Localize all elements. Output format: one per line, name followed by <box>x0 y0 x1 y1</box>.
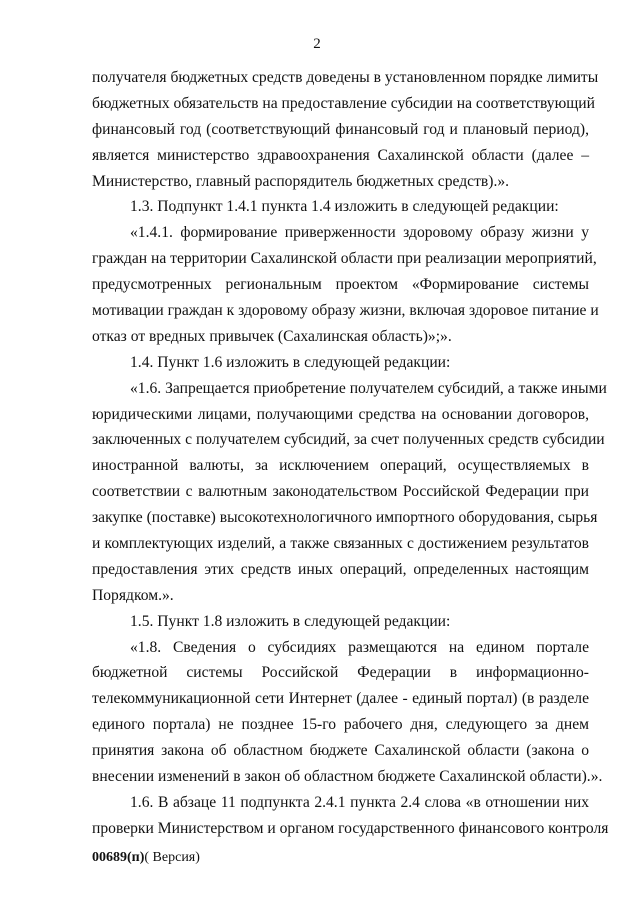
text-line: мотивации граждан к здоровому образу жизни, включая здоровое питание и <box>92 302 599 320</box>
text-line: является министерство здравоохранения Сахалинской области (далее – <box>92 146 589 164</box>
document-code: 00689(п) <box>92 850 145 865</box>
text-line: 1.3. Подпункт 1.4.1 пункта 1.4 изложить в следующей редакции: <box>130 198 559 216</box>
text-line: финансовый год (соответствующий финансовый год и плановый период), <box>92 120 589 138</box>
text-line: проверки Министерством и органом государственного финансового контроля <box>92 819 609 837</box>
text-line: «1.4.1. формирование приверженности здоровому образу жизни у <box>130 224 589 242</box>
paragraph <box>92 350 589 376</box>
text-line: юридическими лицами, получающими средства на основании договоров, <box>92 405 589 423</box>
text-line: принятия закона об областном бюджете Сахалинской области (закона о <box>92 742 589 760</box>
document-version: ( Версия) <box>144 850 200 865</box>
text-line: «1.8. Сведения о субсидиях размещаются на едином портале <box>130 638 589 656</box>
text-line: предусмотренных региональным проектом «Формирование системы <box>92 276 589 294</box>
text-line: отказ от вредных привычек (Сахалинская область)»;». <box>92 327 452 345</box>
document-body <box>92 65 609 842</box>
paragraph <box>92 194 589 220</box>
page-number: 2 <box>313 36 321 52</box>
paragraph <box>92 790 609 842</box>
text-line: заключенных с получателем субсидий, за счет полученных средств субсидии <box>92 431 605 449</box>
text-line: единого портала) не позднее 15-го рабочего дня, следующего за днем <box>92 716 589 734</box>
paragraph <box>92 65 599 194</box>
text-line: получателя бюджетных средств доведены в установленном порядке лимиты <box>92 69 599 86</box>
text-line: 1.6. В абзаце 11 подпункта 2.4.1 пункта 2.4 слова «в отношении них <box>130 793 589 811</box>
text-line: бюджетной системы Российской Федерации в информационно- <box>92 664 589 682</box>
text-line: и комплектующих изделий, а также связанных с достижением результатов <box>92 535 589 553</box>
text-line: иностранной валюты, за исключением операций, осуществляемых в <box>92 457 589 475</box>
paragraph <box>92 376 607 609</box>
text-line: граждан на территории Сахалинской области при реализации мероприятий, <box>92 250 597 268</box>
paragraph <box>92 609 589 635</box>
text-line: предоставления этих средств иных операций, определенных настоящим <box>92 560 589 578</box>
text-line: Министерство, главный распорядитель бюджетных средств).». <box>92 172 510 190</box>
text-line: закупке (поставке) высокотехнологичного импортного оборудования, сырья <box>92 509 598 527</box>
text-line: Порядком.». <box>92 586 174 604</box>
text-line: внесении изменений в закон об областном бюджете Сахалинской области).». <box>92 768 603 786</box>
text-line: 1.4. Пункт 1.6 изложить в следующей редакции: <box>130 353 451 371</box>
text-line: «1.6. Запрещается приобретение получателем субсидий, а также иными <box>130 379 607 397</box>
text-line: бюджетных обязательств на предоставление субсидии на соответствующий <box>92 94 595 112</box>
text-line: соответствии с валютным законодательством Российской Федерации при <box>92 483 589 501</box>
text-line: телекоммуникационной сети Интернет (далее - единый портал) (в разделе <box>92 690 589 708</box>
text-line: 1.5. Пункт 1.8 изложить в следующей редакции: <box>130 612 451 630</box>
paragraph <box>92 635 603 790</box>
document-footer <box>92 850 200 866</box>
paragraph <box>92 220 599 349</box>
